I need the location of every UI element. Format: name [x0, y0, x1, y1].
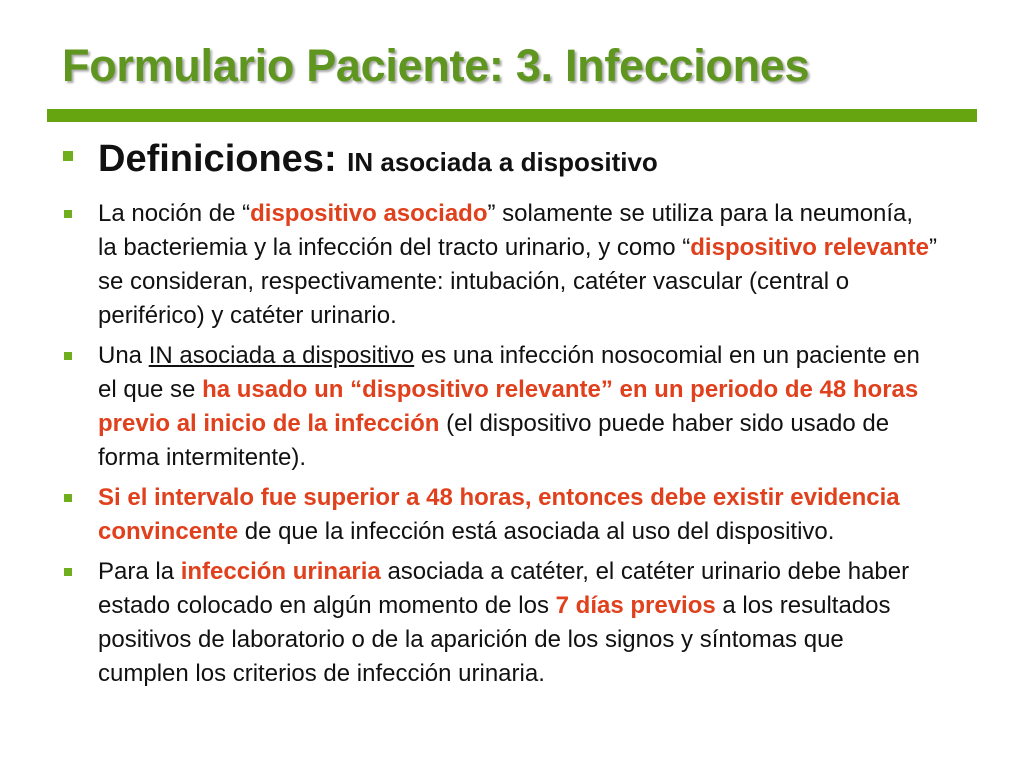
text-segment: asociada a catéter, el catéter urinario debe haber estado colocado en algún momento de los	[98, 558, 910, 619]
highlight-text: Si el intervalo fue superior a 48 horas, entonces debe existir evidencia convincente	[98, 484, 900, 545]
text-segment: La noción de “	[98, 200, 251, 227]
definitions-heading	[58, 134, 978, 187]
text-segment: ” se consideran, respectivamente: intubación, catéter vascular (central o periférico) y catéter urinario.	[98, 234, 938, 329]
text-segment: Una	[98, 342, 149, 369]
heading-sub: IN asociada a dispositivo	[347, 147, 658, 177]
slide-content	[58, 134, 978, 697]
page-title	[62, 36, 809, 96]
green-square-bullet-icon	[64, 568, 72, 576]
title-accent: 3. Infecciones	[515, 40, 810, 91]
green-square-bullet-icon	[63, 151, 73, 161]
text-segment: Para la	[98, 558, 181, 585]
green-square-bullet-icon	[64, 210, 72, 218]
text-segment: (el dispositivo puede haber sido usado de forma intermitente).	[98, 410, 890, 471]
title-main: Formulario Paciente:	[62, 40, 516, 91]
highlight-text: infección urinaria	[180, 558, 381, 585]
list-item-interval	[58, 481, 978, 549]
heading-main: Definiciones:	[98, 138, 348, 180]
highlight-text: ha usado un “dispositivo relevante” en un periodo de 48 horas previo al inicio de la infección	[98, 376, 919, 437]
text-segment: a los resultados positivos de laboratorio o de la aparición de los signos y síntomas que cumplen los criterios de infección urinaria.	[98, 592, 891, 687]
text-segment: de que la infección está asociada al uso del dispositivo.	[238, 518, 835, 545]
text-segment: es una infección nosocomial en un paciente en el que se	[98, 342, 920, 403]
highlight-text: dispositivo asociado	[250, 200, 488, 227]
title-divider	[47, 109, 977, 122]
list-item-urinary-infection	[58, 555, 978, 691]
highlight-text: 7 días previos	[555, 592, 716, 619]
list-item-in-definition	[58, 339, 978, 475]
list-item-device-notion	[58, 197, 978, 333]
underlined-text: IN asociada a dispositivo	[148, 342, 415, 369]
green-square-bullet-icon	[64, 352, 72, 360]
green-square-bullet-icon	[64, 494, 72, 502]
highlight-text: dispositivo relevante	[690, 234, 930, 261]
text-segment: ” solamente se utiliza para la neumonía, la bacteriemia y la infección del tracto urinario, y como “	[98, 200, 914, 261]
